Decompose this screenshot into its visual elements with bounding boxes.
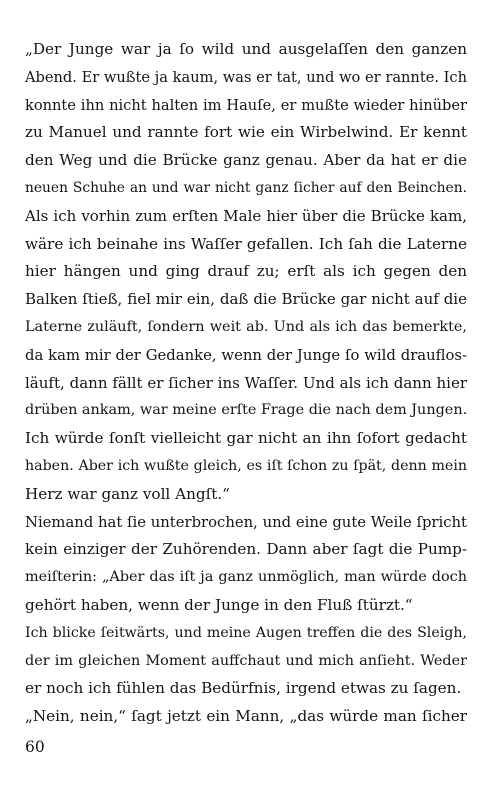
text-line: Laterne zuläuft, ſondern weit ab. Und als ich das bemerkte, <box>25 318 467 335</box>
text-line: Abend. Er wußte ja kaum, was er tat, und wo er rannte. Ich <box>25 68 467 86</box>
text-line: den Weg und die Brücke ganz genau. Aber da hat er die <box>25 151 467 170</box>
text-line: Als ich vorhin zum erſten Male hier über die Brücke kam, <box>25 206 467 225</box>
text-line: hier hängen und ging drauf zu; erſt als ich gegen den <box>25 262 467 281</box>
text-line: konnte ihn nicht halten im Hauſe, er mußte wieder hinüber <box>25 96 467 114</box>
text-line: haben. Aber ich wußte gleich, es iſt ſchon zu ſpät, denn mein <box>25 457 467 474</box>
text-line: drüben ankam, war meine erſte Frage die nach dem Jungen. <box>25 402 468 419</box>
text-line-paragraph-end: gehört haben, wenn der Junge in den Fluß ſtürzt.“ <box>25 595 413 614</box>
text-line: wäre ich beinahe ins Waſſer gefallen. Ich ſah die Laterne <box>25 234 467 253</box>
text-line: neuen Schuhe an und war nicht ganz ſicher auf den Beinchen. <box>25 179 467 196</box>
text-line: der im gleichen Moment auffchaut und mich anſieht. Weder <box>25 652 467 669</box>
text-line: Niemand hat ſie unterbrochen, und eine gute Weile ſpricht <box>25 513 467 531</box>
text-line: „Nein, nein,“ ſagt jetzt ein Mann, „das würde man ſicher <box>25 707 467 726</box>
body-text <box>25 36 467 731</box>
text-line: Ich würde ſonſt vielleicht gar nicht an ihn ſofort gedacht <box>25 429 467 448</box>
text-line: Ich blicke ſeitwärts, und meine Augen treffen die des Sleigh, <box>25 624 467 641</box>
text-line-paragraph-end: Herz war ganz voll Angſt.“ <box>25 484 230 503</box>
text-line-paragraph-end: er noch ich fühlen das Bedürfnis, irgend etwas zu ſagen. <box>25 679 462 698</box>
text-line: kein einziger der Zuhörenden. Dann aber ſagt die Pump- <box>25 540 467 559</box>
text-line: meiſterin: „Aber das iſt ja ganz unmöglich, man würde doch <box>25 569 467 586</box>
text-line: läuft, dann fällt er ſicher ins Waſſer. Und als ich dann hier <box>25 373 467 392</box>
text-line: da kam mir der Gedanke, wenn der Junge ſo wild drauflos- <box>25 346 467 364</box>
text-line: Balken ſtieß, fiel mir ein, daß die Brücke gar nicht auf die <box>25 290 467 309</box>
page-number: 60 <box>25 738 45 756</box>
text-line: „Der Junge war ja ſo wild und ausgelaſſen den ganzen <box>25 40 467 58</box>
text-line: zu Manuel und rannte fort wie ein Wirbelwind. Er kennt <box>25 123 467 142</box>
